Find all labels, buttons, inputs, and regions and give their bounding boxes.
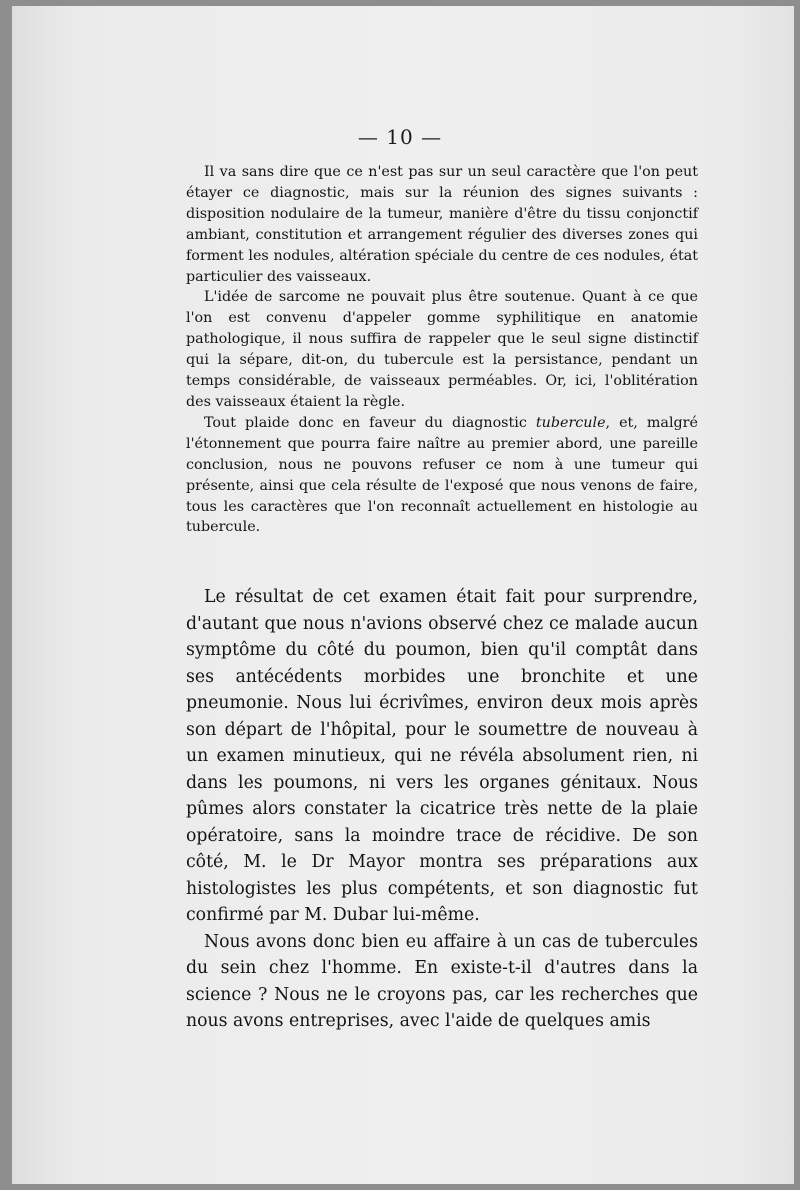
paragraph-examination-result: Le résultat de cet examen était fait pour surprendre, d'autant que nous n'avions observé chez ce malade aucun symptôme du côté du poumon, bien qu'il comptât dans ses antécédents morbides une bronchite et une pneumonie. Nous lui écrivîmes, environ deux mois après son départ de l'hôpital, pour le soumettre de nouveau à un examen minutieux, qui ne révéla absolument rien, ni dans les poumons, ni vers les organes génitaux. Nous pûmes alors constater la cicatrice très nette de la plaie opératoire, sans la moindre trace de récidive. De son côté, M. le Dr Mayor montra ses préparations aux histologistes les plus compétents, et son diagnostic fut confirmé par M. Dubar lui-même. bbox=[186, 587, 698, 925]
emphasis-tubercule: tubercule bbox=[535, 414, 606, 431]
paragraph-diagnostic-signs: Il va sans dire que ce n'est pas sur un seul caractère que l'on peut étayer ce diagnostic, mais sur la réunion des signes suivants : disposition nodulaire de la tumeur, manière d'être du tissu conjonctif ambiant, constitution et arrangement régulier des diverses zones qui forment les nodules, altération spéciale du centre de ces nodules, état particulier des vaisseaux. bbox=[186, 164, 698, 285]
large-print-section bbox=[186, 584, 698, 1035]
paragraph-tubercle-text-before: Tout plaide donc en faveur du diagnostic bbox=[204, 414, 536, 431]
paragraph-tubercle-text-after: , et, malgré l'étonnement que pourra faire naître au premier abord, une pareille conclusion, nous ne pouvons refuser ce nom à une tumeur qui présente, ainsi que cela résulte de l'exposé que nous venons de faire, tous les caractères que l'on reconnaît actuellement en histologie au tubercule. bbox=[186, 414, 698, 536]
paragraph-sarcoma: L'idée de sarcome ne pouvait plus être soutenue. Quant à ce que l'on est convenu d'appeler gomme syphilitique en anatomie pathologique, il nous suffira de rappeler que le seul signe distinctif qui la sépare, dit-on, du tubercule est la persistance, pendant un temps considérable, de vaisseaux perméables. Or, ici, l'oblitération des vaisseaux étaient la règle. bbox=[186, 289, 698, 410]
small-print-section bbox=[186, 162, 698, 538]
paragraph-tubercle-conclusion bbox=[186, 413, 698, 538]
page-number: — 10 — bbox=[357, 125, 443, 149]
paragraph-tubercles-breast: Nous avons donc bien eu affaire à un cas de tubercules du sein chez l'homme. En existe-t-il d'autres dans la science ? Nous ne le croyons pas, car les recherches que nous avons entreprises, avec l'aide de quelques amis bbox=[186, 931, 698, 1031]
